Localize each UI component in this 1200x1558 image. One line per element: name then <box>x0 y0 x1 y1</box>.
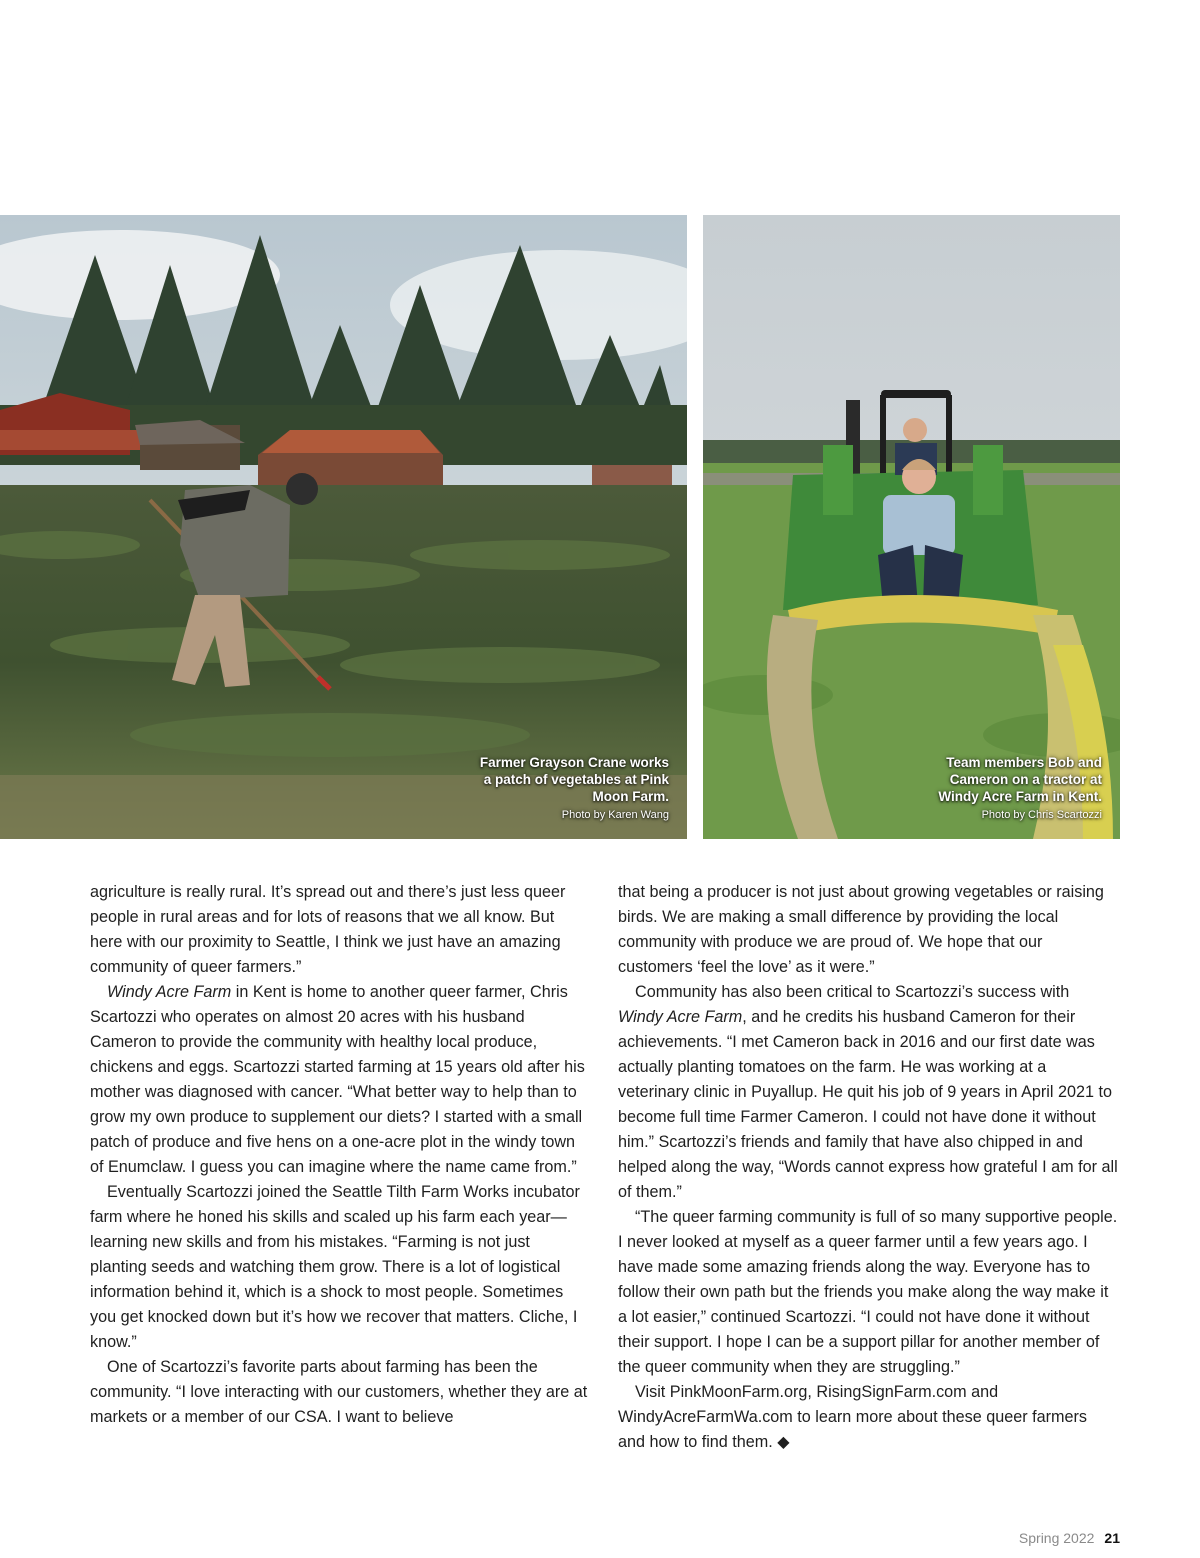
caption-text: Farmer Grayson Crane works a patch of vegetables at Pink Moon Farm. <box>479 755 669 804</box>
page-footer <box>1019 1530 1120 1546</box>
paragraph: that being a producer is not just about growing vegetables or raising birds. We are making a small difference by providing the local community with produce we are proud of. We hope that our customers ‘feel the love’ as it were.” <box>618 883 1104 976</box>
photo-credit: Photo by Chris Scartozzi <box>981 809 1102 821</box>
paragraph: One of Scartozzi’s favorite parts about farming has been the community. “I love interacting with our customers, whether they are at markets or a member of our CSA. I want to believe <box>90 1358 588 1426</box>
paragraph: “The queer farming community is full of so many supportive people. I never looked at myself as a queer farmer until a few years ago. I have made some amazing friends along the way. Everyone has to follow their own path but the friends you make along the way make it a lot easier,” continued Scartozzi. “I could not have done it without their support. I hope I can be a support pillar for another member of the queer community when they are struggling.” <box>618 1208 1118 1376</box>
paragraph: Visit PinkMoonFarm.org, RisingSignFarm.com and WindyAcreFarmWa.com to learn more about these queer farmers and how to find them. ◆ <box>618 1383 1088 1451</box>
article-column-left <box>90 880 590 1430</box>
farm-field-illustration <box>0 215 687 839</box>
page-number: 21 <box>1104 1530 1120 1546</box>
paragraph: Eventually Scartozzi joined the Seattle Tilth Farm Works incubator farm where he honed his skills and scaled up his farm each year—learning new skills and from his mistakes. “Farming is not just planting seeds and watching them grow. There is a lot of logistical information behind it, which is a shock to most people. Sometimes you get knocked down but it’s how we recover that matters. Cliche, I know.” <box>90 1183 580 1351</box>
paragraph-text: in Kent is home to another queer farmer, Chris Scartozzi who operates on almost 20 acres with his husband Cameron to provide the community with healthy local produce, chickens and eggs. Scartozzi started farming at 15 years old after his mother was diagnosed with cancer. “What better way to help than to grow my own produce to supplement our diets? I started with a small patch of produce and five hens on a one-acre plot in the windy town of Enumclaw. I guess you can imagine where the name came from.” <box>90 983 585 1176</box>
paragraph <box>618 980 1118 1205</box>
paragraph-text: Community has also been critical to Scartozzi’s success with <box>635 983 1070 1001</box>
paragraph: agriculture is really rural. It’s spread out and there’s just less queer people in rural areas and for lots of reasons that we all know. But here with our proximity to Seattle, I think we just have an amazing community of queer farmers.” <box>90 883 566 976</box>
issue-season: Spring 2022 <box>1018 1530 1095 1546</box>
photo-caption-right <box>938 754 1102 823</box>
farm-photo-grayson-crane <box>0 215 687 839</box>
tractor-photo-bob-cameron <box>703 215 1120 839</box>
photo-caption-left <box>480 754 669 823</box>
caption-text: Team members Bob and Cameron on a tractor at Windy Acre Farm in Kent. <box>938 755 1102 804</box>
paragraph-text: , and he credits his husband Cameron for their achievements. “I met Cameron back in 2016 and our first date was actually planting tomatoes on the farm. He was working at a veterinary clinic in Puyallup. He quit his job of 9 years in April 2021 to become full time Farmer Cameron. I could not have done it without him.” Scartozzi’s friends and family that have also chipped in and helped along the way, “Words cannot express how grateful I am for all of them.” <box>618 1008 1118 1201</box>
photo-credit: Photo by Karen Wang <box>561 809 669 821</box>
tractor-illustration <box>703 215 1120 839</box>
farm-name-italic: Windy Acre Farm <box>618 1008 743 1026</box>
farm-name-italic: Windy Acre Farm <box>107 983 232 1001</box>
article-column-right <box>618 880 1118 1455</box>
paragraph <box>90 980 590 1180</box>
